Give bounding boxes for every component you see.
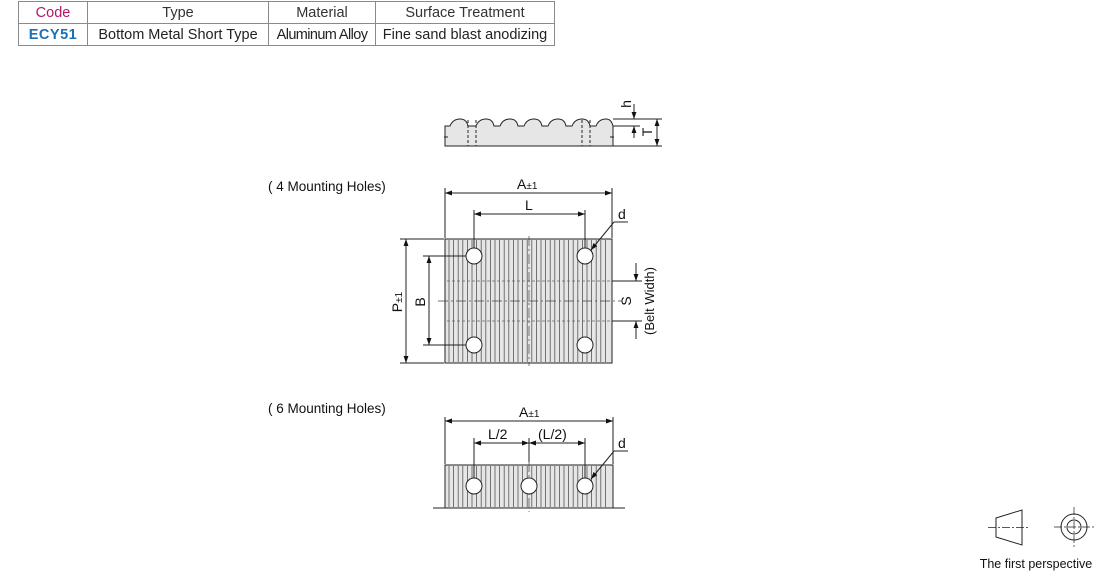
mounting-hole [577, 337, 593, 353]
cell-surface: Fine sand blast anodizing [376, 24, 555, 46]
dim-s-label: S [618, 296, 634, 306]
mounting-hole [466, 248, 482, 264]
header-code: Code [19, 2, 88, 24]
dim-a6-label: A±1 [519, 404, 540, 420]
header-surface-treatment: Surface Treatment [376, 2, 555, 24]
dim-d6-label: d [618, 435, 626, 451]
dim-p-label: P±1 [389, 291, 405, 313]
first-angle-projection-icon [988, 507, 1094, 547]
header-type: Type [88, 2, 269, 24]
cell-material: Aluminum Alloy [269, 24, 376, 46]
dim-a-label: A±1 [517, 176, 538, 192]
dim-l2p-label: (L/2) [538, 426, 567, 442]
dim-h-label: h [618, 100, 634, 108]
dim-b-label: B [412, 297, 428, 307]
dim-d-label: d [618, 206, 626, 222]
side-view-profile [445, 119, 613, 146]
dim-l2-label: L/2 [488, 426, 508, 442]
mounting-hole [466, 337, 482, 353]
cell-code: ECY51 [19, 24, 88, 46]
projection-label: The first perspective [979, 557, 1093, 571]
mounting-hole [521, 478, 537, 494]
belt-width-label: (Belt Width) [642, 267, 657, 335]
dim-t-label: T [639, 127, 655, 137]
side-view [444, 104, 662, 146]
six-holes-caption: ( 6 Mounting Holes) [268, 401, 386, 416]
cell-type: Bottom Metal Short Type [88, 24, 269, 46]
dim-l-label: L [525, 197, 533, 213]
mounting-hole [577, 478, 593, 494]
mounting-hole [577, 248, 593, 264]
mounting-hole [466, 478, 482, 494]
four-holes-caption: ( 4 Mounting Holes) [268, 179, 386, 194]
header-material: Material [269, 2, 376, 24]
